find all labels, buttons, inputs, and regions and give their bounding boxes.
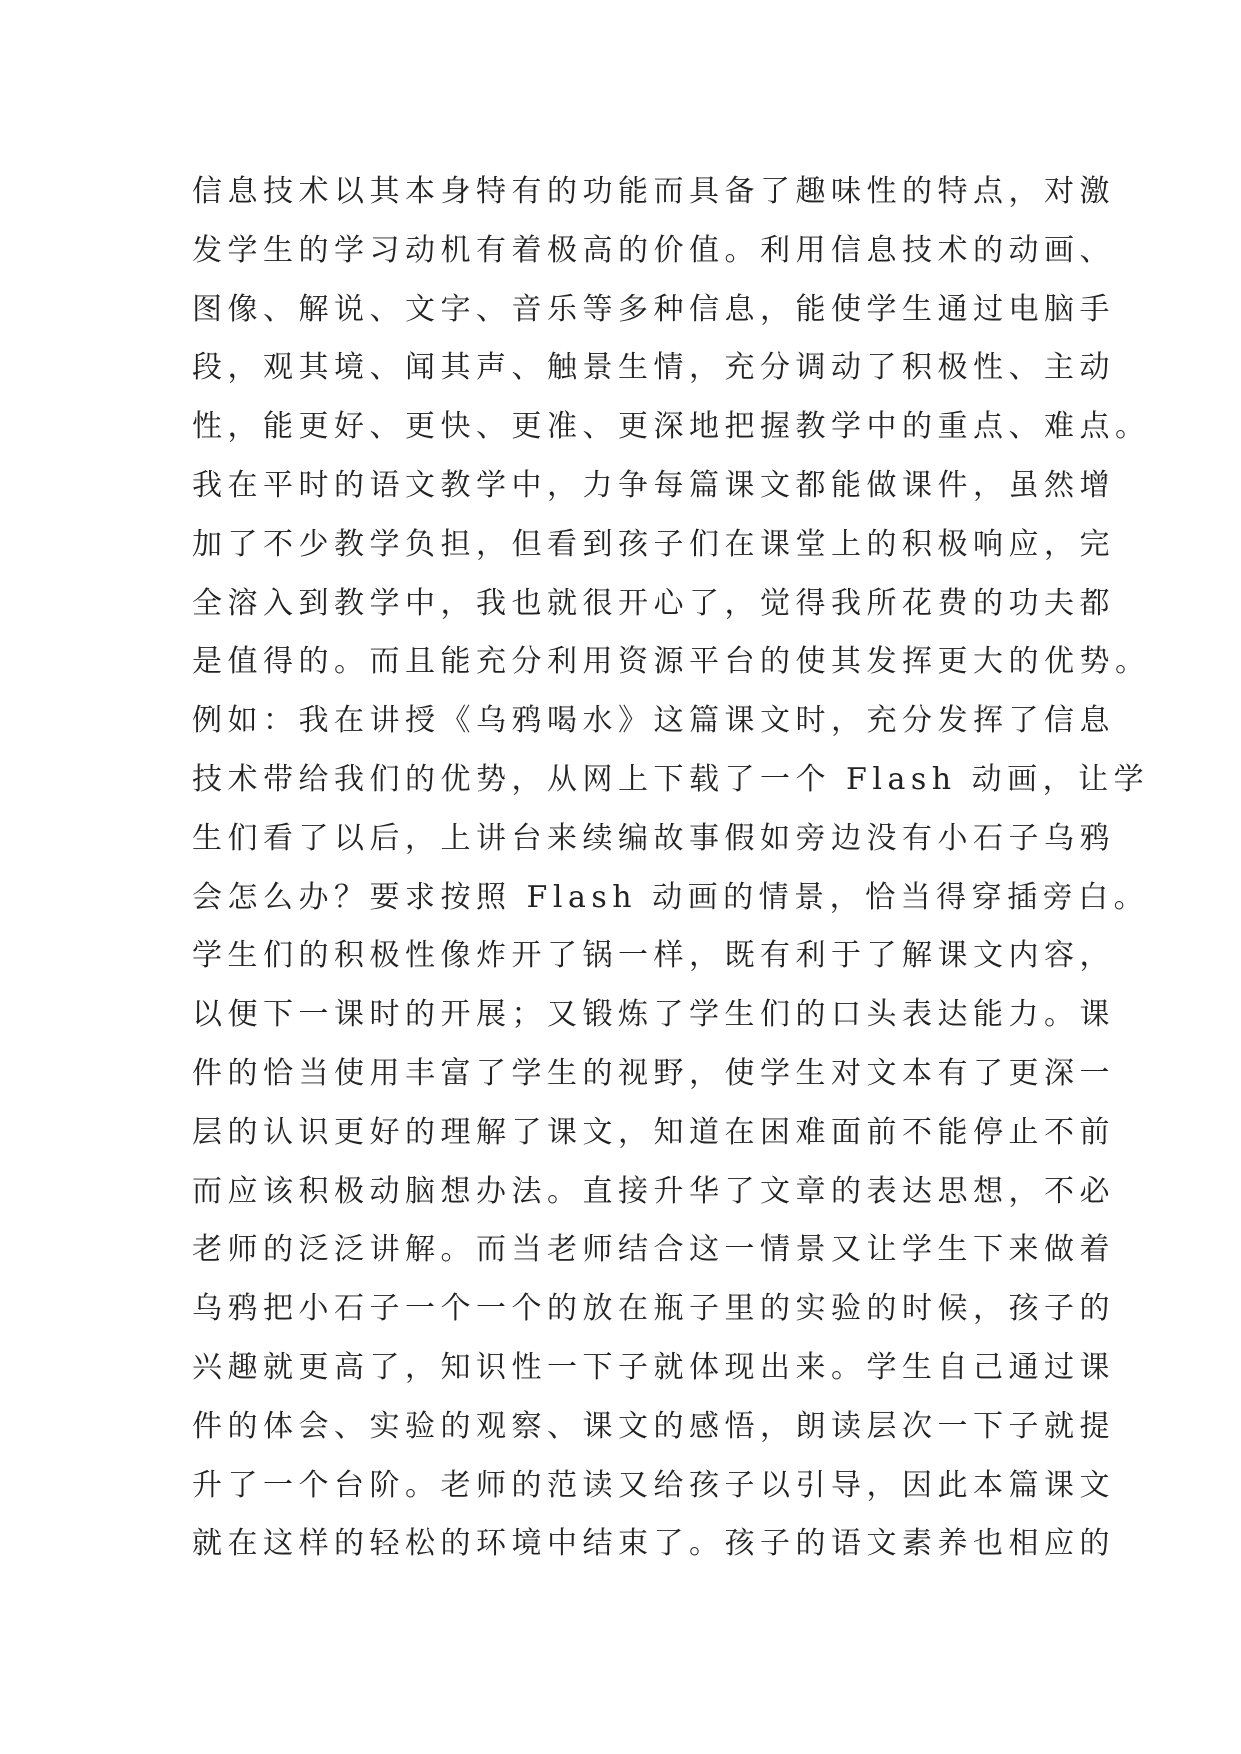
text-line: 乌鸦把小石子一个一个的放在瓶子里的实验的时候，孩子的 — [192, 1291, 1115, 1327]
text-line: 信息技术以其本身特有的功能而具备了趣味性的特点，对激 — [192, 174, 1115, 209]
text-line: 就在这样的轻松的环境中结束了。孩子的语文素养也相应的 — [192, 1526, 1115, 1562]
text-line: 例如：我在讲授《乌鸦喝水》这篇课文时，充分发挥了信息 — [192, 703, 1115, 739]
text-line: 兴趣就更高了，知识性一下子就体现出来。学生自己通过课 — [192, 1349, 1115, 1385]
text-line: 生们看了以后，上讲台来续编故事假如旁边没有小石子乌鸦 — [192, 820, 1115, 856]
text-line: 加了不少教学负担，但看到孩子们在课堂上的积极响应，完 — [192, 526, 1115, 562]
text-line: 图像、解说、文字、音乐等多种信息，能使学生通过电脑手 — [192, 291, 1115, 327]
text-line: 以便下一课时的开展；又锻炼了学生们的口头表达能力。课 — [192, 997, 1115, 1033]
text-line: 是值得的。而且能充分利用资源平台的使其发挥更大的优势。 — [192, 644, 1151, 680]
text-line: 技术带给我们的优势，从网上下载了一个 Flash 动画，让学 — [192, 761, 1150, 797]
text-line: 段，观其境、闻其声、触景生情，充分调动了积极性、主动 — [192, 350, 1115, 386]
text-line: 我在平时的语文教学中，力争每篇课文都能做课件，虽然增 — [192, 467, 1115, 503]
body-paragraph — [192, 163, 1151, 1574]
text-line: 老师的泛泛讲解。而当老师结合这一情景又让学生下来做着 — [192, 1232, 1115, 1268]
text-line: 会怎么办？要求按照 Flash 动画的情景，恰当得穿插旁白。 — [192, 879, 1150, 915]
text-line: 发学生的学习动机有着极高的价值。利用信息技术的动画、 — [192, 232, 1115, 268]
text-line: 升了一个台阶。老师的范读又给孩子以引导，因此本篇课文 — [192, 1467, 1115, 1503]
text-line: 层的认识更好的理解了课文，知道在困难面前不能停止不前 — [192, 1114, 1115, 1150]
text-line: 全溶入到教学中，我也就很开心了，觉得我所花费的功夫都 — [192, 585, 1115, 621]
text-line: 性，能更好、更快、更准、更深地把握教学中的重点、难点。 — [192, 409, 1151, 445]
text-line: 学生们的积极性像炸开了锅一样，既有利于了解课文内容， — [192, 938, 1115, 974]
text-line: 件的体会、实验的观察、课文的感悟，朗读层次一下子就提 — [192, 1408, 1115, 1444]
text-line: 件的恰当使用丰富了学生的视野，使学生对文本有了更深一 — [192, 1055, 1115, 1091]
text-line: 而应该积极动脑想办法。直接升华了文章的表达思想，不必 — [192, 1173, 1115, 1209]
